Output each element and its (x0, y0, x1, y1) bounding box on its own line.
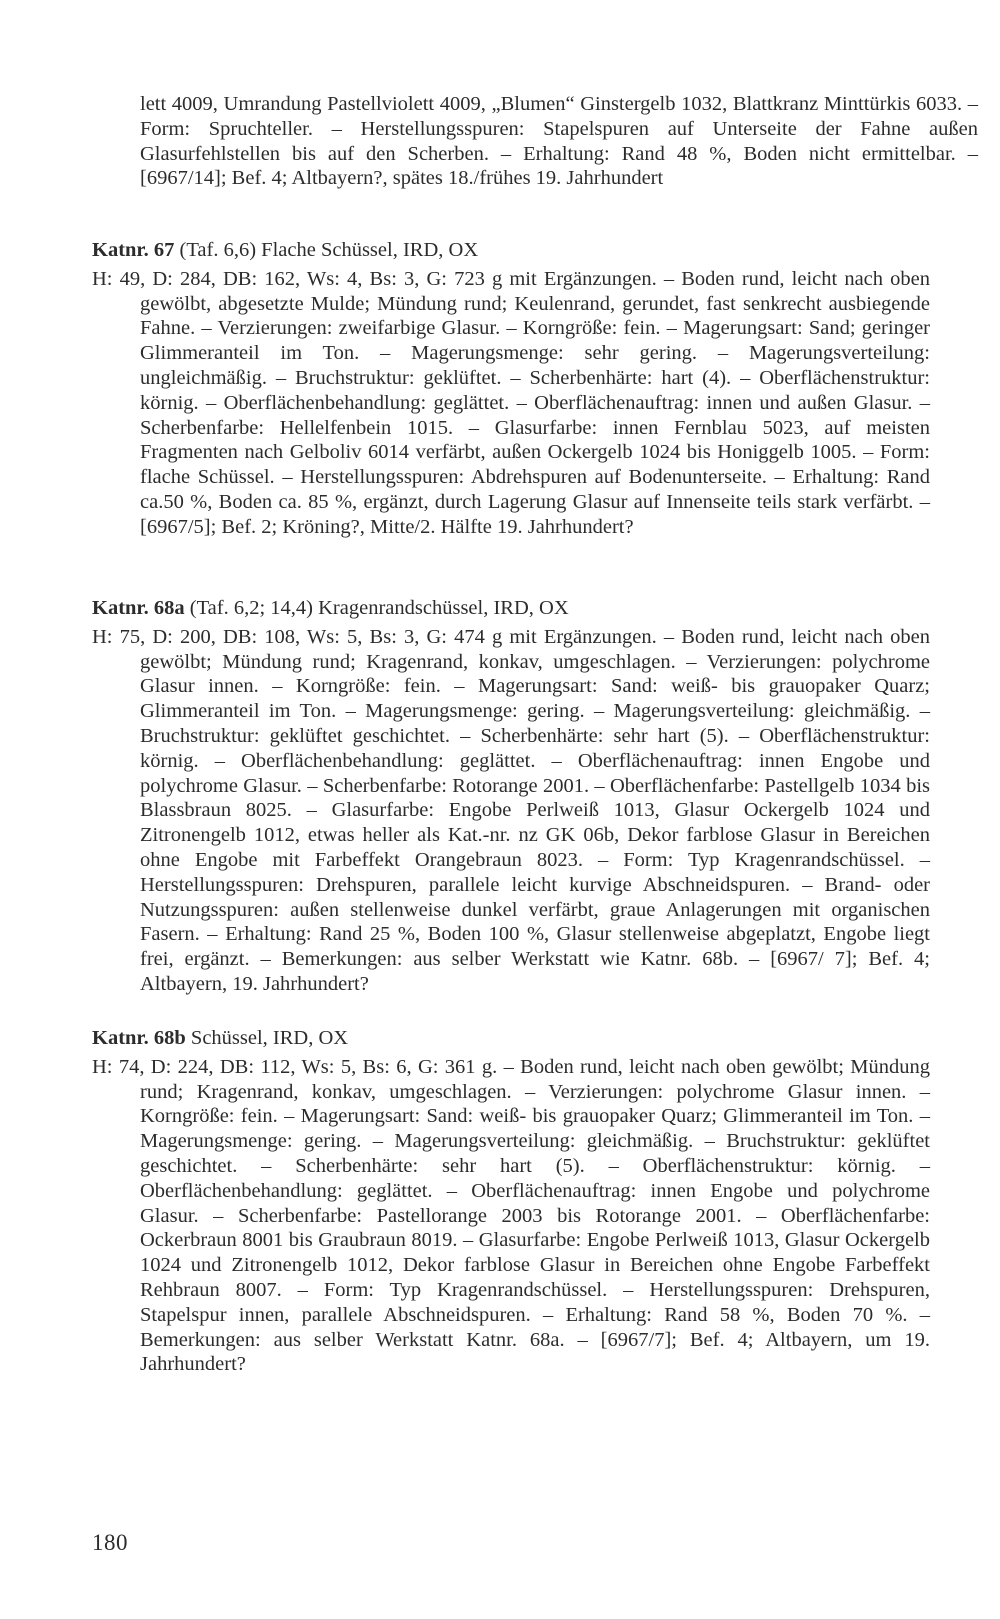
entry-body: H: 49, D: 284, DB: 162, Ws: 4, Bs: 3, G: 723 g mit Ergänzungen. – Boden rund, leicht nach oben gewölbt, abgesetzte Mulde; Mündung rund; Keulenrand, gerundet, fast senkrecht ausbiegende Fahne. – Verzierungen: zweifarbige Glasur. – Korngröße: fein. – Magerungsart: Sand; geringer Glimmeranteil im Ton. – Magerungsmenge: sehr gering. – Magerungsverteilung: ungleichmäßig. – Bruchstruktur: geklüftet. – Scherbenhärte: hart (4). – Oberflächenstruktur: körnig. – Oberflächenbehandlung: geglättet. – Oberflächenauftrag: innen und außen Glasur. – Scherbenfarbe: Hellelfenbein 1015. – Glasurfarbe: innen Fernblau 5023, auf meisten Fragmenten nach Gelboliv 6014 verfärbt, außen Ockergelb 1024 bis Honiggelb 1005. – Form: flache Schüssel. – Herstellungsspuren: Abdrehspuren auf Bodenunterseite. – Erhaltung: Rand ca.50 %, Boden ca. 85 %, ergänzt, durch Lagerung Glasur auf Innenseite teils stark verfärbt. – [6967/5]; Bef. 2; Kröning?, Mitte/2. Hälfte 19. Jahrhundert? (92, 267, 930, 538)
entry-body: H: 75, D: 200, DB: 108, Ws: 5, Bs: 3, G: 474 g mit Ergänzungen. – Boden rund, leicht nach oben gewölbt; Mündung rund; Kragenrand, konkav, umgeschlagen. – Verzierungen: polychrome Glasur innen. – Korngröße: fein. – Magerungsart: Sand: weiß- bis grauopaker Quarz; Glimmeranteil im Ton. – Magerungsmenge: gering. – Magerungsverteilung: gleichmäßig. – Bruchstruktur: geklüftet geschichtet. – Scherbenhärte: sehr hart (5). – Oberflächenstruktur: körnig. – Oberflächenbehandlung: geglättet. – Oberflächenauftrag: innen Engobe und polychrome Glasur. – Scherbenfarbe: Rotorange 2001. – Oberflächenfarbe: Pastellgelb 1034 bis Blassbraun 8025. – Glasurfarbe: Engobe Perlweiß 1013, Glasur Ockergelb 1024 und Zitronengelb 1012, etwas heller als Kat.-nr. nz GK 06b, Dekor farblose Glasur in Bereichen ohne Engobe mit Farbeffekt Orangebraun 8023. – Form: Typ Kragenrandschüssel. – Herstellungsspuren: Drehspuren, parallele leicht kurvige Abschneidspuren. – Brand- oder Nutzungsspuren: außen stellenweise dunkel verfärbt, graue Anlagerungen mit organischen Fasern. – Erhaltung: Rand 25 %, Boden 100 %, Glasur stellenweise abgeplatzt, Engobe liegt frei, ergänzt. – Bemerkungen: aus selber Werkstatt wie Katnr. 68b. – [6967/ 7]; Bef. 4; Altbayern, 19. Jahrhundert? (92, 625, 930, 995)
continuation-text: lett 4009, Umrandung Pastellviolett 4009, „Blumen“ Ginstergelb 1032, Blattkranz Minttürkis 6033. – Form: Spruchteller. – Herstellungsspuren: Stapelspuren auf Unterseite der Fahne außen Glasurfehlstellen bis auf den Scherben. – Erhaltung: Rand 48 %, Boden nicht ermittelbar. – [6967/14]; Bef. 4; Altbayern?, spätes 18./frühes 19. Jahrhundert (140, 93, 978, 190)
katnr-number: 68b (153, 1027, 186, 1049)
entry-heading (92, 596, 930, 621)
page-number: 180 (92, 1530, 128, 1555)
entry-body: H: 74, D: 224, DB: 112, Ws: 5, Bs: 6, G: 361 g. – Boden rund, leicht nach oben gewölbt; Mündung rund; Kragenrand, konkav, umgeschlagen. – Verzierungen: polychrome Glasur innen. – Korngröße: fein. – Magerungsart: Sand: weiß- bis grauopaker Quarz; Glimmeranteil im Ton. – Magerungsmenge: gering. – Magerungsverteilung: gleichmäßig. – Bruchstruktur: geklüftet geschichtet. – Scherbenhärte: sehr hart (5). – Oberflächenstruktur: körnig. – Oberflächenbehandlung: geglättet. – Oberflächenauftrag: innen Engobe und polychrome Glasur. – Scherbenfarbe: Pastellorange 2003 bis Rotorange 2001. – Oberflächenfarbe: Ockerbraun 8001 bis Graubraun 8019. – Glasurfarbe: Engobe Perlweiß 1013, Glasur Ockergelb 1024 und Zitronengelb 1012, Dekor farblose Glasur in Bereichen ohne Engobe Farbeffekt Rehbraun 8007. – Form: Typ Kragenrandschüssel. – Herstellungsspuren: Drehspuren, Stapelspur innen, parallele Abschneidspuren. – Erhaltung: Rand 58 %, Boden 70 %. – Bemerkungen: aus selber Werkstatt Katnr. 68a. – [6967/7]; Bef. 4; Altbayern, um 19. Jahrhundert? (92, 1055, 930, 1376)
entry-heading (92, 238, 930, 263)
catalog-entry-68a (92, 596, 930, 997)
entry-title: Schüssel, IRD, OX (190, 1027, 349, 1049)
katnr-label: Katnr. (92, 239, 149, 261)
entry-title: (Taf. 6,6) Flache Schüssel, IRD, OX (179, 239, 479, 261)
katnr-label: Katnr. (92, 597, 149, 619)
entry-title: (Taf. 6,2; 14,4) Kragenrandschüssel, IRD, OX (189, 597, 569, 619)
continuation-paragraph (92, 92, 978, 191)
katnr-number: 68a (153, 597, 185, 619)
katnr-label: Katnr. (92, 1027, 149, 1049)
catalog-entry-67 (92, 238, 930, 540)
catalog-entry-68b (92, 1026, 930, 1377)
katnr-number: 67 (153, 239, 175, 261)
entry-heading (92, 1026, 930, 1051)
